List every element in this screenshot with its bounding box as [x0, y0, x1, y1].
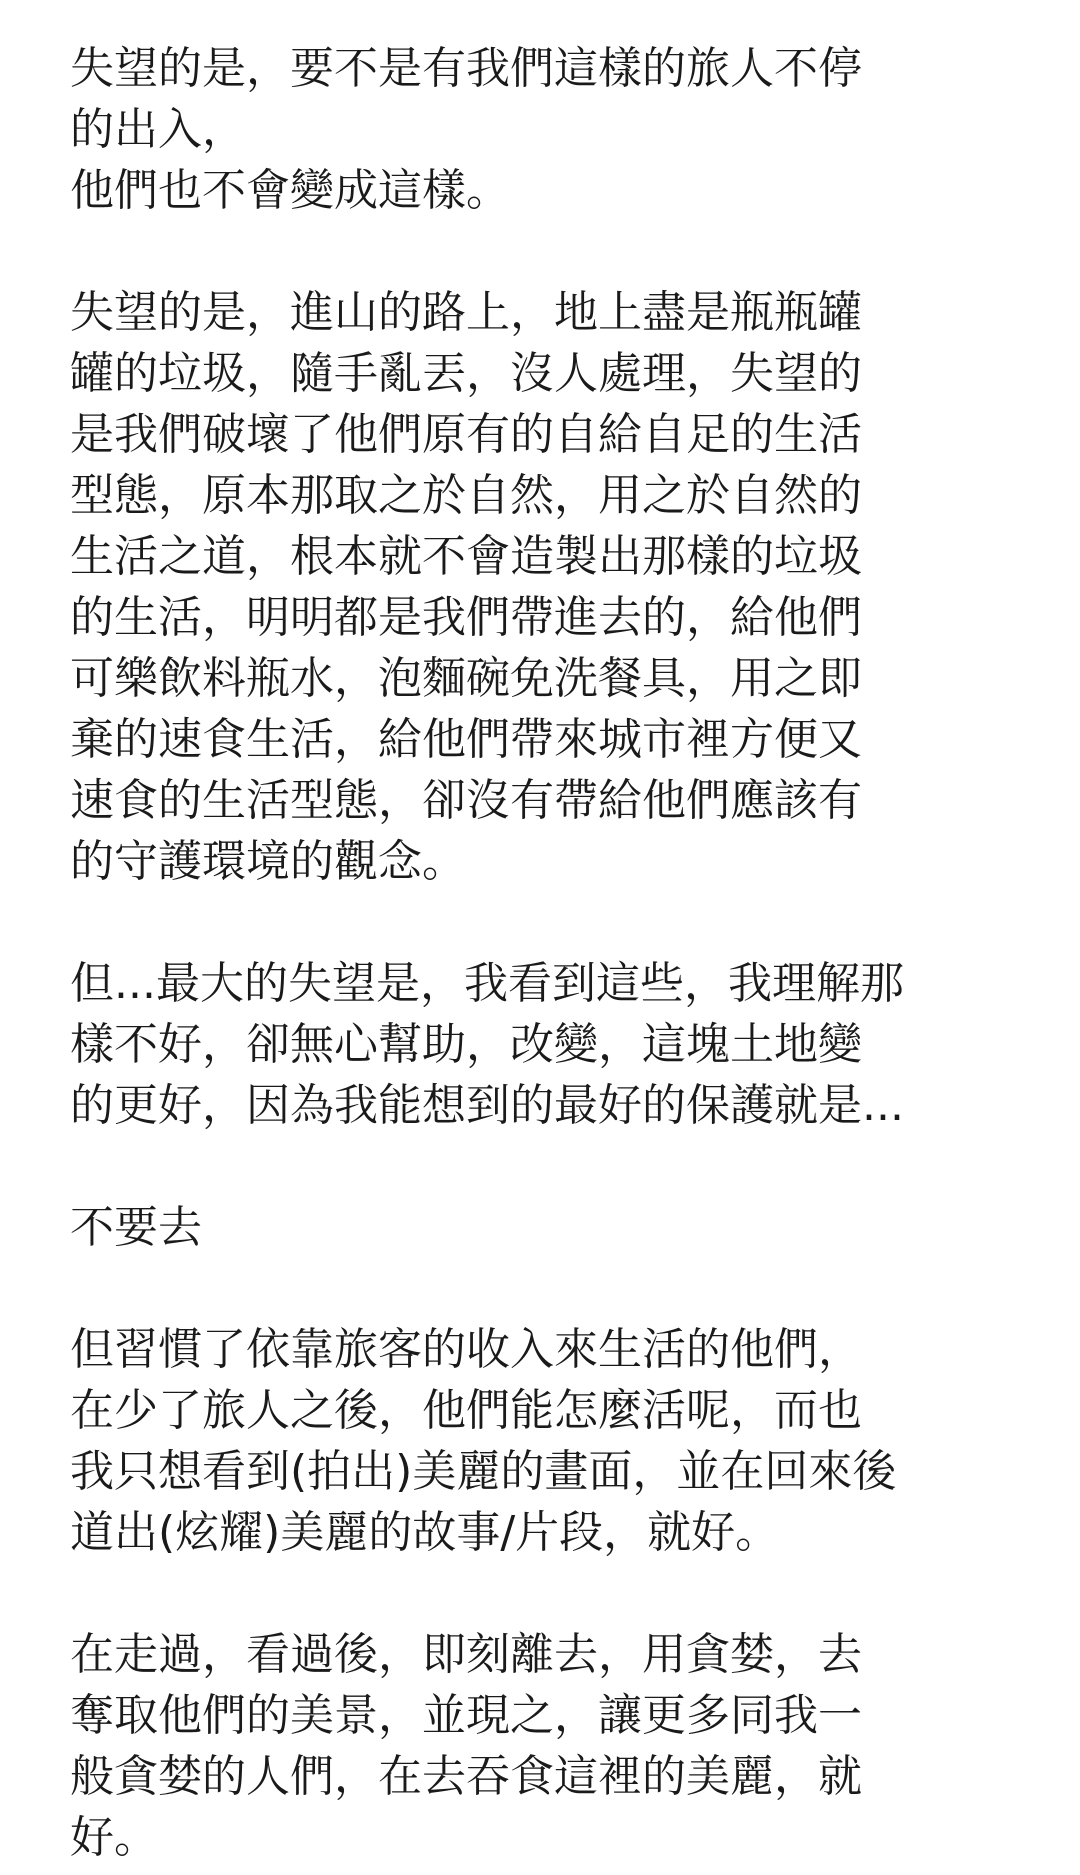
text-line: 的生活，明明都是我們帶進去的，給他們	[70, 592, 862, 643]
paragraph-5	[70, 1319, 1030, 1563]
paragraph-spacer	[70, 892, 1030, 953]
text-line: 是我們破壞了他們原有的自給自足的生活	[70, 409, 862, 460]
paragraph-spacer	[70, 1563, 1030, 1624]
text-line: 生活之道，根本就不會造製出那樣的垃圾	[70, 531, 862, 582]
text-line: 道出(炫耀)美麗的故事/片段，就好。	[70, 1507, 780, 1558]
text-line: 的出入，	[70, 104, 246, 155]
text-line: 罐的垃圾，隨手亂丟，沒人處理，失望的	[70, 348, 862, 399]
text-line: 我只想看到(拍出)美麗的畫面，並在回來後	[70, 1446, 897, 1497]
paragraph-spacer	[70, 1258, 1030, 1319]
text-line: 好。	[70, 1812, 158, 1863]
text-line: 型態，原本那取之於自然，用之於自然的	[70, 470, 862, 521]
text-line: 失望的是，要不是有我們這樣的旅人不停	[70, 43, 862, 94]
paragraph-6	[70, 1624, 1030, 1868]
text-line: 棄的速食生活，給他們帶來城市裡方便又	[70, 714, 862, 765]
text-line: 般貪婪的人們，在去吞食這裡的美麗，就	[70, 1751, 862, 1802]
paragraph-4	[70, 1197, 1030, 1258]
paragraph-spacer	[70, 1136, 1030, 1197]
paragraph-3	[70, 953, 1030, 1136]
paragraph-2	[70, 282, 1030, 892]
text-line: 的守護環境的觀念。	[70, 836, 466, 887]
text-line: 但習慣了依靠旅客的收入來生活的他們，	[70, 1324, 862, 1375]
text-line: 可樂飲料瓶水，泡麵碗免洗餐具，用之即	[70, 653, 862, 704]
text-line: 不要去	[70, 1202, 202, 1253]
text-line: 樣不好，卻無心幫助，改變，這塊土地變	[70, 1019, 862, 1070]
text-line: 的更好，因為我能想到的最好的保護就是...	[70, 1080, 904, 1131]
article-body	[70, 38, 1030, 1868]
text-line: 在走過，看過後，即刻離去，用貪婪，去	[70, 1629, 862, 1680]
text-line: 在少了旅人之後，他們能怎麼活呢，而也	[70, 1385, 862, 1436]
text-line: 他們也不會變成這樣。	[70, 165, 510, 216]
paragraph-1	[70, 38, 1030, 221]
text-line: 速食的生活型態，卻沒有帶給他們應該有	[70, 775, 862, 826]
text-line: 奪取他們的美景，並現之，讓更多同我一	[70, 1690, 862, 1741]
paragraph-spacer	[70, 221, 1030, 282]
text-line: 但...最大的失望是，我看到這些，我理解那	[70, 958, 904, 1009]
text-line: 失望的是，進山的路上，地上盡是瓶瓶罐	[70, 287, 862, 338]
